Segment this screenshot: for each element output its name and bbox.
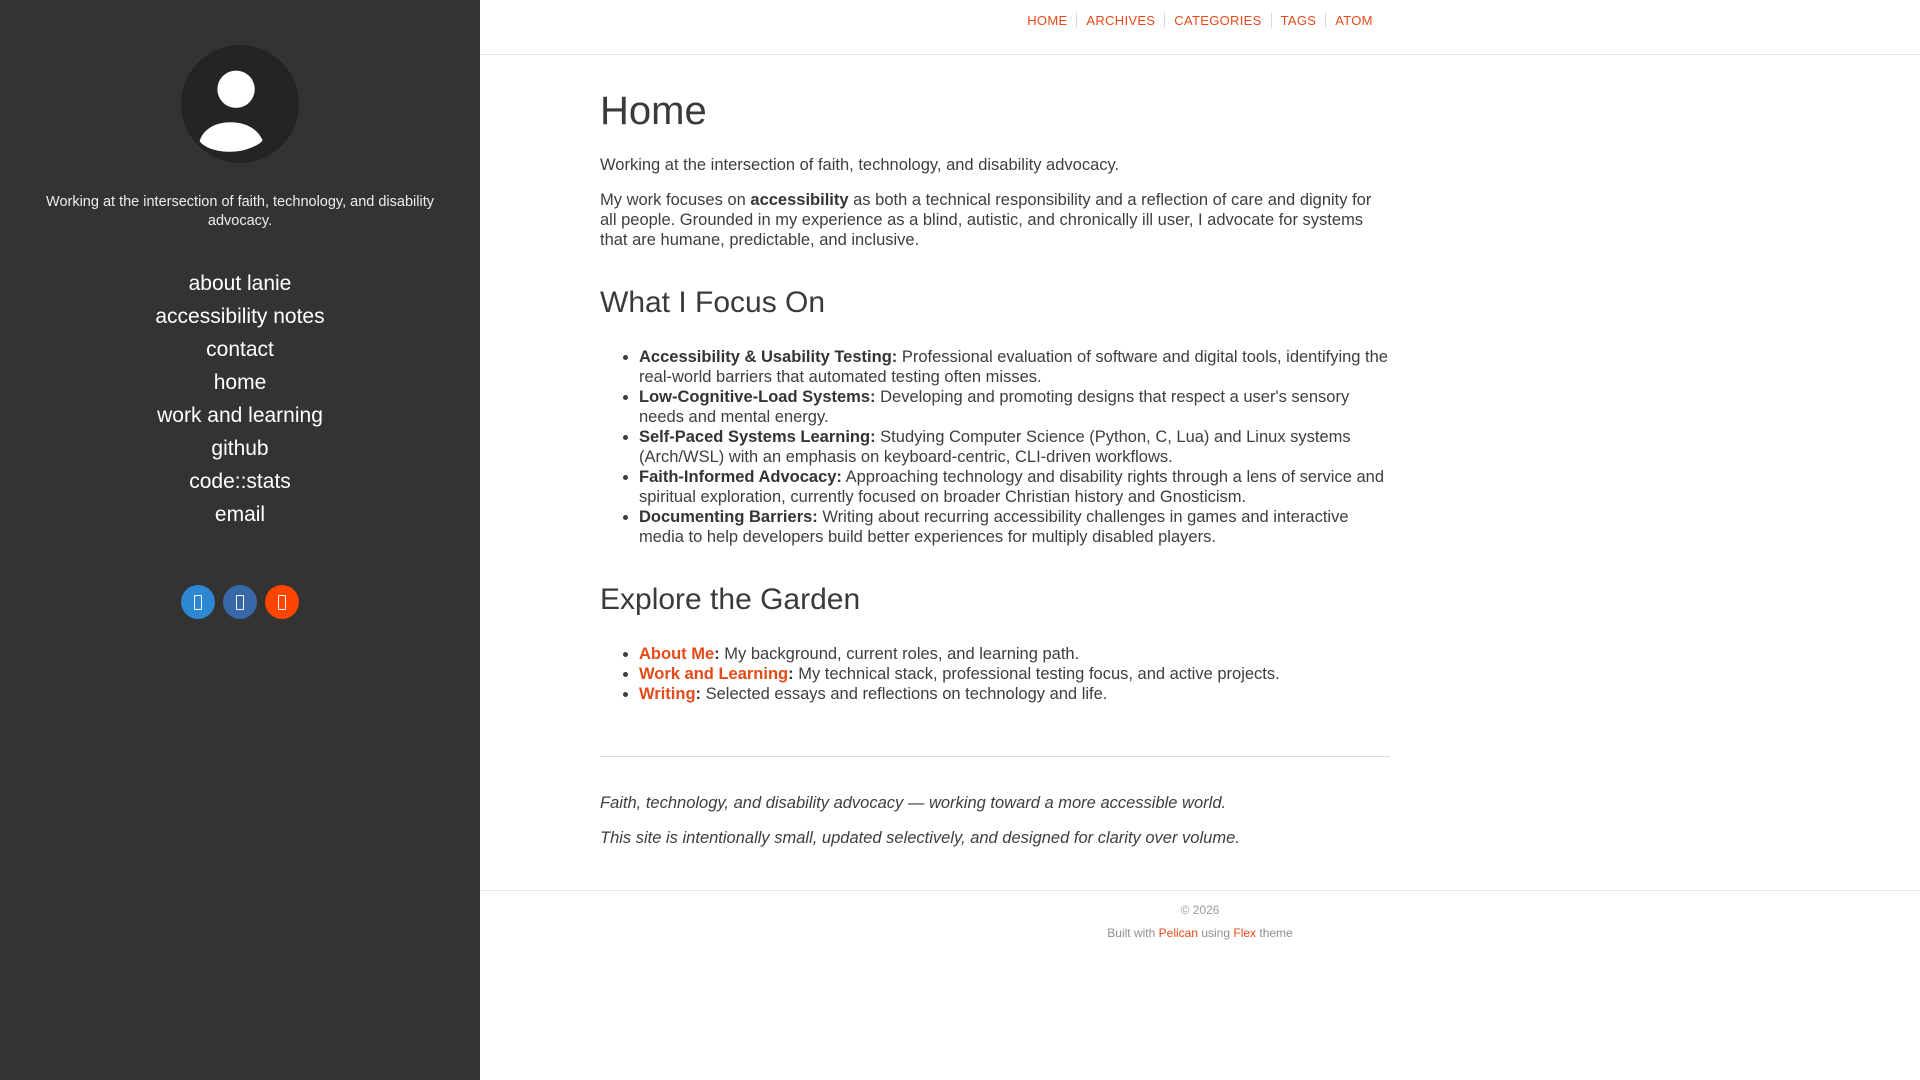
social-links [0,585,480,619]
list-item-lead: Faith-Informed Advocacy: [639,468,842,486]
list-item [639,664,1390,684]
mission-paragraph [600,190,1390,250]
sidebar-link-about-lanie[interactable]: about lanie [188,272,292,295]
site-note-paragraph: This site is intentionally small, updated selectively, and designed for clarity over volume. [600,829,1240,847]
sidebar-link-contact[interactable]: contact [206,338,274,361]
pelican-link[interactable]: Pelican [1158,926,1198,940]
top-nav-home[interactable]: HOME [1027,13,1068,28]
flex-theme-link[interactable]: Flex [1233,926,1257,940]
list-item [639,347,1390,387]
page-title: Home [600,89,707,133]
social-link-3[interactable] [265,585,299,619]
link-writing[interactable]: Writing [639,685,696,703]
list-item-text: Approaching technology and disability rights through a lens of service and spiritual exploration, currently focused on broader Christian history and Gnosticism. [639,468,1385,506]
sidebar-link-accessibility-notes[interactable]: accessibility notes [155,305,325,328]
list-item-text: My technical stack, professional testing focus, and active projects. [793,665,1280,683]
list-item-text: Writing about recurring accessibility challenges in games and interactive media to help developers build better experiences for multiply disabled players. [639,508,1349,546]
list-item [639,644,1390,664]
section-heading-explore: Explore the Garden [600,583,861,616]
top-nav-tags[interactable]: TAGS [1271,13,1326,28]
social-link-2[interactable] [223,585,257,619]
list-item-text: My background, current roles, and learning path. [719,645,1080,663]
list-item [639,684,1390,704]
built-with-text [480,926,1920,940]
bold-accessibility: accessibility [750,191,849,209]
sidebar [0,0,480,1080]
list-item [639,507,1390,547]
sidebar-nav [0,267,480,531]
sidebar-link-code-stats[interactable]: code::stats [189,470,291,493]
link-work-and-learning[interactable]: Work and Learning [639,665,789,683]
text-span: Built with [1107,926,1159,940]
top-nav-categories[interactable]: CATEGORIES [1164,13,1270,28]
text-span: My work focuses on [600,191,751,209]
article [600,89,1390,848]
sidebar-tagline: Working at the intersection of faith, technology, and disability advocacy. [46,194,434,229]
footer [480,890,1920,940]
section-heading-focus: What I Focus On [600,286,826,319]
motto-paragraph: Faith, technology, and disability advocacy — working toward a more accessible world. [600,794,1227,812]
list-item-text: Studying Computer Science (Python, C, Lua) and Linux systems (Arch/WSL) with an emphasis on keyboard-centric, CLI-driven workflows. [639,428,1351,466]
focus-list [600,347,1390,547]
sidebar-link-github[interactable]: github [211,437,269,460]
copyright-text: © 2026 [1180,903,1220,917]
list-item [639,427,1390,467]
avatar[interactable] [181,45,299,163]
list-item-lead: Self-Paced Systems Learning: [639,428,876,446]
list-item-lead: Low-Cognitive-Load Systems: [639,388,876,406]
social-link-1[interactable] [181,585,215,619]
tofu-glyph-icon [194,595,202,610]
text-span: theme [1256,926,1293,940]
list-item [639,467,1390,507]
intro-paragraph: Working at the intersection of faith, technology, and disability advocacy. [600,156,1120,174]
list-item-text: Professional evaluation of software and digital tools, identifying the real-world barriers that automated testing often misses. [639,348,1388,386]
top-nav-atom[interactable]: ATOM [1325,13,1382,28]
divider [600,756,1390,757]
sidebar-link-email[interactable]: email [214,503,266,526]
sidebar-link-work-and-learning[interactable]: work and learning [157,404,323,427]
person-icon [181,45,299,163]
main-column [480,0,1920,940]
tofu-glyph-icon [278,595,286,610]
explore-list [600,644,1390,704]
list-item-colon: : [788,665,794,683]
top-nav [480,0,1920,55]
list-item-lead: Documenting Barriers: [639,508,818,526]
list-item-text: Selected essays and reflections on technology and life. [701,685,1108,703]
text-span: as both a technical responsibility and a reflection of care and dignity for all people. Grounded in my experience as a blind, autistic, and chronically ill user, I advocate for systems that are humane, predictable, and inclusive. [600,191,1372,249]
top-nav-archives[interactable]: ARCHIVES [1076,13,1164,28]
sidebar-link-home[interactable]: home [213,371,267,394]
link-about-me[interactable]: About Me [639,645,715,663]
list-item-colon: : [714,645,720,663]
list-item-colon: : [695,685,702,703]
list-item [639,387,1390,427]
tofu-glyph-icon [236,595,244,610]
list-item-text: Developing and promoting designs that respect a user's sensory needs and mental energy. [639,388,1350,426]
list-item-lead: Accessibility & Usability Testing: [639,348,898,366]
text-span: using [1198,926,1234,940]
